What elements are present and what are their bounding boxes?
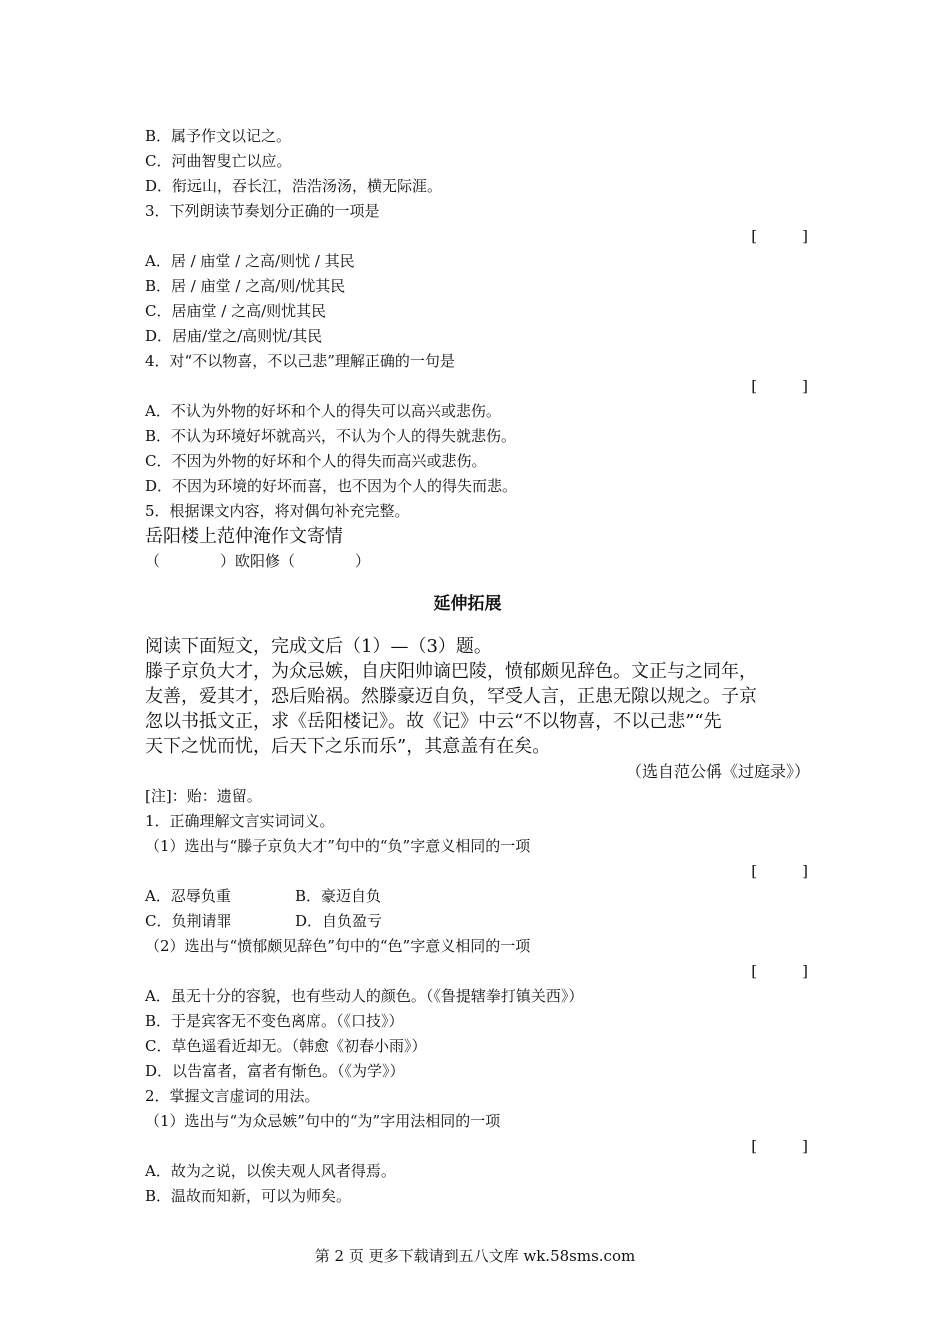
q1-2-option-a: A．虽无十分的容貌，也有些动人的颜色。（《鲁提辖拳打镇关西》） xyxy=(145,987,584,1005)
q5-stem: 5．根据课文内容，将对偶句补充完整。 xyxy=(145,502,410,520)
q4-option-b: B．不认为环境好坏就高兴，不认为个人的得失就悲伤。 xyxy=(145,427,517,445)
passage-note: [注]：贻：遗留。 xyxy=(145,787,262,805)
q2-option-d: D．衔远山，吞长江，浩浩汤汤，横无际涯。 xyxy=(145,177,443,195)
passage-line: 天下之忧而忧，后天下之乐而乐”，其意盖有在矣。 xyxy=(145,736,551,757)
q5-couplet-line2: （ ）欧阳修（ ） xyxy=(145,552,371,570)
q3-answer-bracket: [ ] xyxy=(751,227,808,245)
q1-stem: 1．正确理解文言实词词义。 xyxy=(145,812,335,830)
q2-1-option-a: A．故为之说，以俟夫观人风者得焉。 xyxy=(145,1162,396,1180)
passage-line: 滕子京负大才，为众忌嫉，自庆阳帅谪巴陵，愤郁颇见辞色。文正与之同年， xyxy=(145,661,757,682)
q2-option-b: B．属予作文以记之。 xyxy=(145,127,292,145)
q2-option-c: C．河曲智叟亡以应。 xyxy=(145,152,292,170)
q5-couplet-line1: 岳阳楼上范仲淹作文寄情 xyxy=(145,526,343,547)
q1-1-stem: （1）选出与“滕子京负大才”句中的“负”字意义相同的一项 xyxy=(145,837,531,855)
q3-option-d: D．居庙/堂之/高则忧/其民 xyxy=(145,327,323,345)
q3-stem: 3．下列朗读节奏划分正确的一项是 xyxy=(145,202,380,220)
q3-option-b: B．居 / 庙堂 / 之高/则/忧其民 xyxy=(145,277,346,295)
q4-answer-bracket: [ ] xyxy=(751,377,808,395)
q1-1-options-row2 xyxy=(145,909,810,934)
q2-1-option-b: B．温故而知新，可以为师矣。 xyxy=(145,1187,352,1205)
passage-line: 忽以书抵文正，求《岳阳楼记》。故《记》中云“不以物喜，不以己悲”“先 xyxy=(145,711,722,732)
q4-stem: 4．对“不以物喜，不以己悲”理解正确的一句是 xyxy=(145,352,455,370)
passage-intro: 阅读下面短文，完成文后（1）—（3）题。 xyxy=(145,636,492,657)
q1-1-option-a: A．忍辱负重 xyxy=(145,887,231,905)
q3-option-a: A．居 / 庙堂 / 之高/则忧 / 其民 xyxy=(145,252,355,270)
q1-2-option-b: B．于是宾客无不变色离席。（《口技》） xyxy=(145,1012,404,1030)
q1-1-option-b: B．豪迈自负 xyxy=(295,887,382,905)
q4-option-a: A．不认为外物的好坏和个人的得失可以高兴或悲伤。 xyxy=(145,402,501,420)
content-column xyxy=(145,124,810,1209)
q2-1-answer-bracket: [ ] xyxy=(751,1137,808,1155)
q4-option-d: D．不因为环境的好坏而喜，也不因为个人的得失而悲。 xyxy=(145,477,518,495)
q1-2-stem: （2）选出与“愤郁颇见辞色”句中的“色”字意义相同的一项 xyxy=(145,937,531,955)
q1-1-options-row1 xyxy=(145,884,810,909)
page-footer: 第 2 页 更多下载请到五八文库 wk.58sms.com xyxy=(314,1247,636,1265)
q3-option-c: C．居庙堂 / 之高/则忧其民 xyxy=(145,302,327,320)
q1-1-answer-bracket: [ ] xyxy=(751,862,808,880)
q4-option-c: C．不因为外物的好坏和个人的得失而高兴或悲伤。 xyxy=(145,452,487,470)
section-title: 延伸拓展 xyxy=(433,594,502,614)
q1-2-answer-bracket: [ ] xyxy=(751,962,808,980)
q1-1-option-d: D．自负盈亏 xyxy=(295,912,383,930)
q2-stem: 2．掌握文言虚词的用法。 xyxy=(145,1087,320,1105)
passage-source: （选自范公偁《过庭录》） xyxy=(625,762,810,781)
q1-2-option-c: C．草色遥看近却无。（韩愈《初春小雨》） xyxy=(145,1037,427,1055)
q2-1-stem: （1）选出与“为众忌嫉”句中的“为”字用法相同的一项 xyxy=(145,1112,501,1130)
q1-1-option-c: C．负荆请罪 xyxy=(145,912,232,930)
passage-line: 友善，爱其才，恐后贻祸。然滕豪迈自负，罕受人言，正患无隙以规之。子京 xyxy=(145,686,757,707)
q1-2-option-d: D．以告富者，富者有惭色。（《为学》） xyxy=(145,1062,405,1080)
